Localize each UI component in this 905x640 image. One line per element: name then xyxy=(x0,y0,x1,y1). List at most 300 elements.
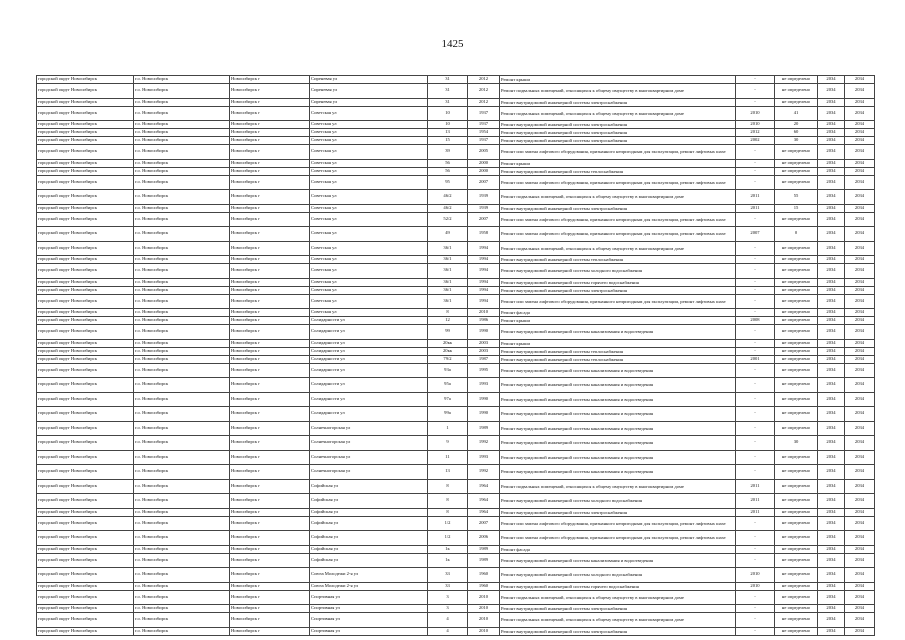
plan-end-year-cell: 2034 xyxy=(845,421,875,436)
street-cell: Советская ул xyxy=(310,175,428,190)
urban-district-cell: г.о. Новосибирск xyxy=(134,450,230,465)
wear-percent-cell: не определено xyxy=(775,145,818,160)
settlement-cell: Новосибирск г xyxy=(230,531,310,546)
street-cell: Советская ул xyxy=(310,137,428,145)
municipal-district-cell: городской округ Новосибирск xyxy=(37,190,134,205)
settlement-cell: Новосибирск г xyxy=(230,627,310,635)
urban-district-cell: г.о. Новосибирск xyxy=(134,309,230,317)
table-row xyxy=(37,355,875,363)
wear-percent-cell: не определено xyxy=(775,494,818,509)
plan-end-year-cell: 2034 xyxy=(845,494,875,509)
wear-percent-cell: не определено xyxy=(775,407,818,422)
table-row xyxy=(37,590,875,605)
build-year-cell: 2010 xyxy=(468,627,500,635)
plan-start-year-cell: 2034 xyxy=(818,421,845,436)
work-type-cell: Ремонт внутридомовой инженерной системы электроснабжения xyxy=(500,605,736,613)
house-number-cell: 15 xyxy=(428,137,468,145)
last-repair-year-cell: 2011 xyxy=(736,479,775,494)
last-repair-year-cell: - xyxy=(736,167,775,175)
work-type-cell: Ремонт внутридомовой инженерной системы холодного водоснабжения xyxy=(500,494,736,509)
plan-end-year-cell: 2034 xyxy=(845,568,875,583)
street-cell: Советская ул xyxy=(310,190,428,205)
table-row xyxy=(37,84,875,99)
street-cell: Советская ул xyxy=(310,309,428,317)
urban-district-cell: г.о. Новосибирск xyxy=(134,212,230,227)
settlement-cell: Новосибирск г xyxy=(230,355,310,363)
house-number-cell: 56 xyxy=(428,167,468,175)
table-row xyxy=(37,175,875,190)
urban-district-cell: г.о. Новосибирск xyxy=(134,227,230,242)
plan-end-year-cell: 2034 xyxy=(845,159,875,167)
settlement-cell: Новосибирск г xyxy=(230,436,310,451)
build-year-cell: 2012 xyxy=(468,84,500,99)
wear-percent-cell: не определено xyxy=(775,317,818,325)
house-number-cell: 33 xyxy=(428,568,468,583)
table-row xyxy=(37,278,875,286)
plan-start-year-cell: 2034 xyxy=(818,204,845,212)
works-table-container xyxy=(36,75,874,636)
plan-start-year-cell: 2034 xyxy=(818,98,845,106)
street-cell: Союза Молодежи 2-я ул xyxy=(310,582,428,590)
house-number-cell: 36/1 xyxy=(428,286,468,294)
plan-start-year-cell: 2034 xyxy=(818,190,845,205)
table-row xyxy=(37,241,875,256)
urban-district-cell: г.о. Новосибирск xyxy=(134,605,230,613)
work-type-cell: Ремонт или замена лифтового оборудования, признанного непригодным для эксплуатации, ремонт лифтовых шахт xyxy=(500,531,736,546)
last-repair-year-cell: - xyxy=(736,378,775,393)
house-number-cell: 1/2 xyxy=(428,516,468,531)
build-year-cell: 2010 xyxy=(468,590,500,605)
municipal-district-cell: городской округ Новосибирск xyxy=(37,212,134,227)
street-cell: Сиреневая ул xyxy=(310,98,428,106)
municipal-district-cell: городской округ Новосибирск xyxy=(37,317,134,325)
municipal-district-cell: городской округ Новосибирск xyxy=(37,145,134,160)
plan-end-year-cell: 2034 xyxy=(845,325,875,340)
wear-percent-cell: не определено xyxy=(775,256,818,264)
urban-district-cell: г.о. Новосибирск xyxy=(134,627,230,635)
street-cell: Солидарности ул xyxy=(310,317,428,325)
plan-end-year-cell: 2034 xyxy=(845,84,875,99)
wear-percent-cell: 20 xyxy=(775,121,818,129)
settlement-cell: Новосибирск г xyxy=(230,450,310,465)
house-number-cell: 36/1 xyxy=(428,294,468,309)
table-row xyxy=(37,325,875,340)
work-type-cell: Ремонт внутридомовой инженерной системы канализования и водоотведения xyxy=(500,407,736,422)
table-row xyxy=(37,286,875,294)
last-repair-year-cell: - xyxy=(736,264,775,279)
settlement-cell: Новосибирск г xyxy=(230,309,310,317)
wear-percent-cell: не определено xyxy=(775,286,818,294)
work-type-cell: Ремонт внутридомовой инженерной системы электроснабжения xyxy=(500,508,736,516)
house-number-cell: 95а xyxy=(428,378,468,393)
street-cell: Советская ул xyxy=(310,145,428,160)
wear-percent-cell: не определено xyxy=(775,325,818,340)
plan-end-year-cell: 2034 xyxy=(845,106,875,121)
wear-percent-cell: не определено xyxy=(775,465,818,480)
work-type-cell: Ремонт или замена лифтового оборудования, признанного непригодным для эксплуатации, ремонт лифтовых шахт xyxy=(500,227,736,242)
street-cell: Солидарности ул xyxy=(310,325,428,340)
settlement-cell: Новосибирск г xyxy=(230,325,310,340)
street-cell: Солидарности ул xyxy=(310,339,428,347)
house-number-cell: 93а xyxy=(428,363,468,378)
street-cell: Советская ул xyxy=(310,286,428,294)
work-type-cell: Ремонт внутридомовой инженерной системы электроснабжения xyxy=(500,286,736,294)
settlement-cell: Новосибирск г xyxy=(230,508,310,516)
work-type-cell: Ремонт или замена лифтового оборудования, признанного непригодным для эксплуатации, ремонт лифтовых шахт xyxy=(500,212,736,227)
table-row xyxy=(37,212,875,227)
plan-start-year-cell: 2034 xyxy=(818,145,845,160)
work-type-cell: Ремонт внутридомовой инженерной системы горячего водоснабжения xyxy=(500,278,736,286)
build-year-cell: 1990 xyxy=(468,392,500,407)
table-row xyxy=(37,407,875,422)
plan-start-year-cell: 2034 xyxy=(818,531,845,546)
work-type-cell: Ремонт внутридомовой инженерной системы холодного водоснабжения xyxy=(500,264,736,279)
plan-start-year-cell: 2034 xyxy=(818,264,845,279)
last-repair-year-cell: - xyxy=(736,436,775,451)
table-row xyxy=(37,309,875,317)
work-type-cell: Ремонт внутридомовой инженерной системы холодного водоснабжения xyxy=(500,568,736,583)
work-type-cell: Ремонт подвальных помещений, относящихся к общему имуществу в многоквартирном доме xyxy=(500,241,736,256)
house-number-cell: 99 xyxy=(428,325,468,340)
wear-percent-cell: 30 xyxy=(775,137,818,145)
wear-percent-cell: не определено xyxy=(775,363,818,378)
plan-end-year-cell: 2034 xyxy=(845,264,875,279)
work-type-cell: Ремонт внутридомовой инженерной системы канализования и водоотведения xyxy=(500,465,736,480)
table-row xyxy=(37,256,875,264)
plan-end-year-cell: 2034 xyxy=(845,479,875,494)
municipal-district-cell: городской округ Новосибирск xyxy=(37,325,134,340)
last-repair-year-cell: 2010 xyxy=(736,106,775,121)
house-number-cell: 13 xyxy=(428,129,468,137)
urban-district-cell: г.о. Новосибирск xyxy=(134,407,230,422)
last-repair-year-cell: - xyxy=(736,627,775,635)
table-row xyxy=(37,568,875,583)
wear-percent-cell: не определено xyxy=(775,508,818,516)
plan-start-year-cell: 2034 xyxy=(818,545,845,553)
municipal-district-cell: городской округ Новосибирск xyxy=(37,582,134,590)
urban-district-cell: г.о. Новосибирск xyxy=(134,137,230,145)
work-type-cell: Ремонт подвальных помещений, относящихся к общему имуществу в многоквартирном доме xyxy=(500,479,736,494)
plan-start-year-cell: 2034 xyxy=(818,494,845,509)
settlement-cell: Новосибирск г xyxy=(230,407,310,422)
urban-district-cell: г.о. Новосибирск xyxy=(134,531,230,546)
house-number-cell: 13 xyxy=(428,465,468,480)
build-year-cell: 1994 xyxy=(468,241,500,256)
plan-start-year-cell: 2034 xyxy=(818,339,845,347)
municipal-district-cell: городской округ Новосибирск xyxy=(37,590,134,605)
build-year-cell: 2012 xyxy=(468,98,500,106)
urban-district-cell: г.о. Новосибирск xyxy=(134,347,230,355)
build-year-cell: 1939 xyxy=(468,190,500,205)
municipal-district-cell: городской округ Новосибирск xyxy=(37,278,134,286)
table-row xyxy=(37,294,875,309)
urban-district-cell: г.о. Новосибирск xyxy=(134,256,230,264)
urban-district-cell: г.о. Новосибирск xyxy=(134,392,230,407)
settlement-cell: Новосибирск г xyxy=(230,145,310,160)
wear-percent-cell: не определено xyxy=(775,421,818,436)
plan-end-year-cell: 2034 xyxy=(845,309,875,317)
work-type-cell: Ремонт внутридомовой инженерной системы канализования и водоотведения xyxy=(500,421,736,436)
street-cell: Софийская ул xyxy=(310,553,428,568)
wear-percent-cell: не определено xyxy=(775,590,818,605)
municipal-district-cell: городской округ Новосибирск xyxy=(37,355,134,363)
plan-start-year-cell: 2034 xyxy=(818,317,845,325)
municipal-district-cell: городской округ Новосибирск xyxy=(37,121,134,129)
settlement-cell: Новосибирск г xyxy=(230,121,310,129)
work-type-cell: Ремонт внутридомовой инженерной системы канализования и водоотведения xyxy=(500,378,736,393)
urban-district-cell: г.о. Новосибирск xyxy=(134,129,230,137)
work-type-cell: Ремонт крыши xyxy=(500,159,736,167)
settlement-cell: Новосибирск г xyxy=(230,516,310,531)
wear-percent-cell: не определено xyxy=(775,378,818,393)
work-type-cell: Ремонт подвальных помещений, относящихся к общему имуществу в многоквартирном доме xyxy=(500,590,736,605)
settlement-cell: Новосибирск г xyxy=(230,278,310,286)
municipal-district-cell: городской округ Новосибирск xyxy=(37,339,134,347)
street-cell: Советская ул xyxy=(310,212,428,227)
build-year-cell: 2010 xyxy=(468,613,500,628)
settlement-cell: Новосибирск г xyxy=(230,317,310,325)
street-cell: Спортивная ул xyxy=(310,613,428,628)
plan-start-year-cell: 2034 xyxy=(818,392,845,407)
house-number-cell: 33 xyxy=(428,582,468,590)
plan-end-year-cell: 2034 xyxy=(845,613,875,628)
settlement-cell: Новосибирск г xyxy=(230,256,310,264)
settlement-cell: Новосибирск г xyxy=(230,545,310,553)
urban-district-cell: г.о. Новосибирск xyxy=(134,613,230,628)
plan-end-year-cell: 2034 xyxy=(845,339,875,347)
table-row xyxy=(37,627,875,635)
wear-percent-cell: не определено xyxy=(775,627,818,635)
last-repair-year-cell: - xyxy=(736,212,775,227)
plan-end-year-cell: 2034 xyxy=(845,227,875,242)
plan-end-year-cell: 2034 xyxy=(845,531,875,546)
municipal-district-cell: городской округ Новосибирск xyxy=(37,227,134,242)
house-number-cell: 8 xyxy=(428,508,468,516)
last-repair-year-cell: - xyxy=(736,76,775,84)
street-cell: Советская ул xyxy=(310,121,428,129)
table-row xyxy=(37,516,875,531)
municipal-district-cell: городской округ Новосибирск xyxy=(37,613,134,628)
house-number-cell: 8 xyxy=(428,479,468,494)
urban-district-cell: г.о. Новосибирск xyxy=(134,175,230,190)
municipal-district-cell: городской округ Новосибирск xyxy=(37,286,134,294)
last-repair-year-cell: 2011 xyxy=(736,494,775,509)
build-year-cell: 1987 xyxy=(468,355,500,363)
table-row xyxy=(37,339,875,347)
plan-end-year-cell: 2034 xyxy=(845,590,875,605)
plan-start-year-cell: 2034 xyxy=(818,294,845,309)
last-repair-year-cell: 2011 xyxy=(736,204,775,212)
street-cell: Солидарности ул xyxy=(310,347,428,355)
settlement-cell: Новосибирск г xyxy=(230,613,310,628)
plan-end-year-cell: 2034 xyxy=(845,355,875,363)
works-table-body xyxy=(37,76,875,636)
house-number-cell: 31 xyxy=(428,84,468,99)
plan-start-year-cell: 2034 xyxy=(818,582,845,590)
work-type-cell: Ремонт внутридомовой инженерной системы горячего водоснабжения xyxy=(500,582,736,590)
plan-start-year-cell: 2034 xyxy=(818,363,845,378)
municipal-district-cell: городской округ Новосибирск xyxy=(37,531,134,546)
table-row xyxy=(37,436,875,451)
last-repair-year-cell: - xyxy=(736,590,775,605)
table-row xyxy=(37,190,875,205)
municipal-district-cell: городской округ Новосибирск xyxy=(37,137,134,145)
house-number-cell: 95 xyxy=(428,175,468,190)
last-repair-year-cell: 2011 xyxy=(736,508,775,516)
work-type-cell: Ремонт внутридомовой инженерной системы канализования и водоотведения xyxy=(500,553,736,568)
build-year-cell: 1954 xyxy=(468,129,500,137)
municipal-district-cell: городской округ Новосибирск xyxy=(37,479,134,494)
settlement-cell: Новосибирск г xyxy=(230,590,310,605)
work-type-cell: Ремонт крыши xyxy=(500,339,736,347)
plan-start-year-cell: 2034 xyxy=(818,613,845,628)
last-repair-year-cell: 2010 xyxy=(736,568,775,583)
street-cell: Советская ул xyxy=(310,167,428,175)
wear-percent-cell: не определено xyxy=(775,241,818,256)
house-number-cell: 46/2 xyxy=(428,190,468,205)
wear-percent-cell: не определено xyxy=(775,450,818,465)
street-cell: Солидарности ул xyxy=(310,392,428,407)
wear-percent-cell: 41 xyxy=(775,106,818,121)
house-number-cell: 4 xyxy=(428,627,468,635)
plan-start-year-cell: 2034 xyxy=(818,465,845,480)
street-cell: Солнечногорская ул xyxy=(310,465,428,480)
wear-percent-cell: не определено xyxy=(775,84,818,99)
urban-district-cell: г.о. Новосибирск xyxy=(134,339,230,347)
plan-start-year-cell: 2034 xyxy=(818,450,845,465)
build-year-cell: 1994 xyxy=(468,264,500,279)
table-row xyxy=(37,613,875,628)
urban-district-cell: г.о. Новосибирск xyxy=(134,553,230,568)
street-cell: Советская ул xyxy=(310,129,428,137)
street-cell: Советская ул xyxy=(310,256,428,264)
municipal-district-cell: городской округ Новосибирск xyxy=(37,568,134,583)
work-type-cell: Ремонт внутридомовой инженерной системы электроснабжения xyxy=(500,204,736,212)
work-type-cell: Ремонт внутридомовой инженерной системы электроснабжения xyxy=(500,627,736,635)
build-year-cell: 1964 xyxy=(468,494,500,509)
build-year-cell: 2007 xyxy=(468,212,500,227)
work-type-cell: Ремонт внутридомовой инженерной системы электроснабжения xyxy=(500,98,736,106)
work-type-cell: Ремонт внутридомовой инженерной системы канализования и водоотведения xyxy=(500,392,736,407)
house-number-cell: 9 xyxy=(428,436,468,451)
build-year-cell: 2007 xyxy=(468,516,500,531)
last-repair-year-cell: - xyxy=(736,256,775,264)
urban-district-cell: г.о. Новосибирск xyxy=(134,145,230,160)
house-number-cell: 97а xyxy=(428,392,468,407)
work-type-cell: Ремонт подвальных помещений, относящихся к общему имуществу в многоквартирном доме xyxy=(500,84,736,99)
plan-start-year-cell: 2034 xyxy=(818,129,845,137)
wear-percent-cell: не определено xyxy=(775,392,818,407)
build-year-cell: 1960 xyxy=(468,582,500,590)
last-repair-year-cell: - xyxy=(736,450,775,465)
build-year-cell: 2012 xyxy=(468,76,500,84)
settlement-cell: Новосибирск г xyxy=(230,378,310,393)
street-cell: Советская ул xyxy=(310,227,428,242)
wear-percent-cell: не определено xyxy=(775,159,818,167)
wear-percent-cell: не определено xyxy=(775,568,818,583)
plan-start-year-cell: 2034 xyxy=(818,167,845,175)
plan-start-year-cell: 2034 xyxy=(818,378,845,393)
plan-start-year-cell: 2034 xyxy=(818,137,845,145)
work-type-cell: Ремонт внутридомовой инженерной системы электроснабжения xyxy=(500,129,736,137)
table-row xyxy=(37,494,875,509)
work-type-cell: Ремонт подвальных помещений, относящихся к общему имуществу в многоквартирном доме xyxy=(500,190,736,205)
plan-start-year-cell: 2034 xyxy=(818,568,845,583)
settlement-cell: Новосибирск г xyxy=(230,494,310,509)
wear-percent-cell: не определено xyxy=(775,553,818,568)
table-row xyxy=(37,553,875,568)
build-year-cell: 1993 xyxy=(468,378,500,393)
street-cell: Солидарности ул xyxy=(310,355,428,363)
wear-percent-cell: не определено xyxy=(775,605,818,613)
plan-end-year-cell: 2034 xyxy=(845,145,875,160)
table-row xyxy=(37,531,875,546)
plan-end-year-cell: 2034 xyxy=(845,256,875,264)
wear-percent-cell: не определено xyxy=(775,516,818,531)
urban-district-cell: г.о. Новосибирск xyxy=(134,190,230,205)
street-cell: Советская ул xyxy=(310,204,428,212)
build-year-cell: 2003 xyxy=(468,347,500,355)
settlement-cell: Новосибирск г xyxy=(230,76,310,84)
last-repair-year-cell: - xyxy=(736,309,775,317)
work-type-cell: Ремонт или замена лифтового оборудования, признанного непригодным для эксплуатации, ремонт лифтовых шахт xyxy=(500,294,736,309)
table-row xyxy=(37,204,875,212)
house-number-cell: 31 xyxy=(428,98,468,106)
house-number-cell: 1 xyxy=(428,421,468,436)
settlement-cell: Новосибирск г xyxy=(230,339,310,347)
plan-end-year-cell: 2034 xyxy=(845,137,875,145)
municipal-district-cell: городской округ Новосибирск xyxy=(37,392,134,407)
settlement-cell: Новосибирск г xyxy=(230,167,310,175)
plan-end-year-cell: 2034 xyxy=(845,392,875,407)
last-repair-year-cell: - xyxy=(736,613,775,628)
urban-district-cell: г.о. Новосибирск xyxy=(134,98,230,106)
wear-percent-cell: не определено xyxy=(775,531,818,546)
urban-district-cell: г.о. Новосибирск xyxy=(134,516,230,531)
municipal-district-cell: городской округ Новосибирск xyxy=(37,553,134,568)
plan-start-year-cell: 2034 xyxy=(818,241,845,256)
urban-district-cell: г.о. Новосибирск xyxy=(134,76,230,84)
settlement-cell: Новосибирск г xyxy=(230,582,310,590)
plan-end-year-cell: 2034 xyxy=(845,121,875,129)
plan-end-year-cell: 2034 xyxy=(845,241,875,256)
table-row xyxy=(37,465,875,480)
table-row xyxy=(37,264,875,279)
urban-district-cell: г.о. Новосибирск xyxy=(134,204,230,212)
table-row xyxy=(37,421,875,436)
wear-percent-cell: не определено xyxy=(775,264,818,279)
table-row xyxy=(37,121,875,129)
house-number-cell: 8 xyxy=(428,309,468,317)
work-type-cell: Ремонт внутридомовой инженерной системы теплоснабжения xyxy=(500,347,736,355)
work-type-cell: Ремонт внутридомовой инженерной системы канализования и водоотведения xyxy=(500,436,736,451)
municipal-district-cell: городской округ Новосибирск xyxy=(37,516,134,531)
house-number-cell: 36/1 xyxy=(428,241,468,256)
work-type-cell: Ремонт фасада xyxy=(500,545,736,553)
house-number-cell: 12 xyxy=(428,317,468,325)
last-repair-year-cell: - xyxy=(736,531,775,546)
last-repair-year-cell: - xyxy=(736,294,775,309)
table-row xyxy=(37,227,875,242)
build-year-cell: 1989 xyxy=(468,545,500,553)
work-type-cell: Ремонт внутридомовой инженерной системы канализования и водоотведения xyxy=(500,450,736,465)
work-type-cell: Ремонт или замена лифтового оборудования, признанного непригодным для эксплуатации, ремонт лифтовых шахт xyxy=(500,516,736,531)
street-cell: Советская ул xyxy=(310,106,428,121)
plan-end-year-cell: 2034 xyxy=(845,378,875,393)
plan-start-year-cell: 2034 xyxy=(818,159,845,167)
table-row xyxy=(37,317,875,325)
urban-district-cell: г.о. Новосибирск xyxy=(134,421,230,436)
